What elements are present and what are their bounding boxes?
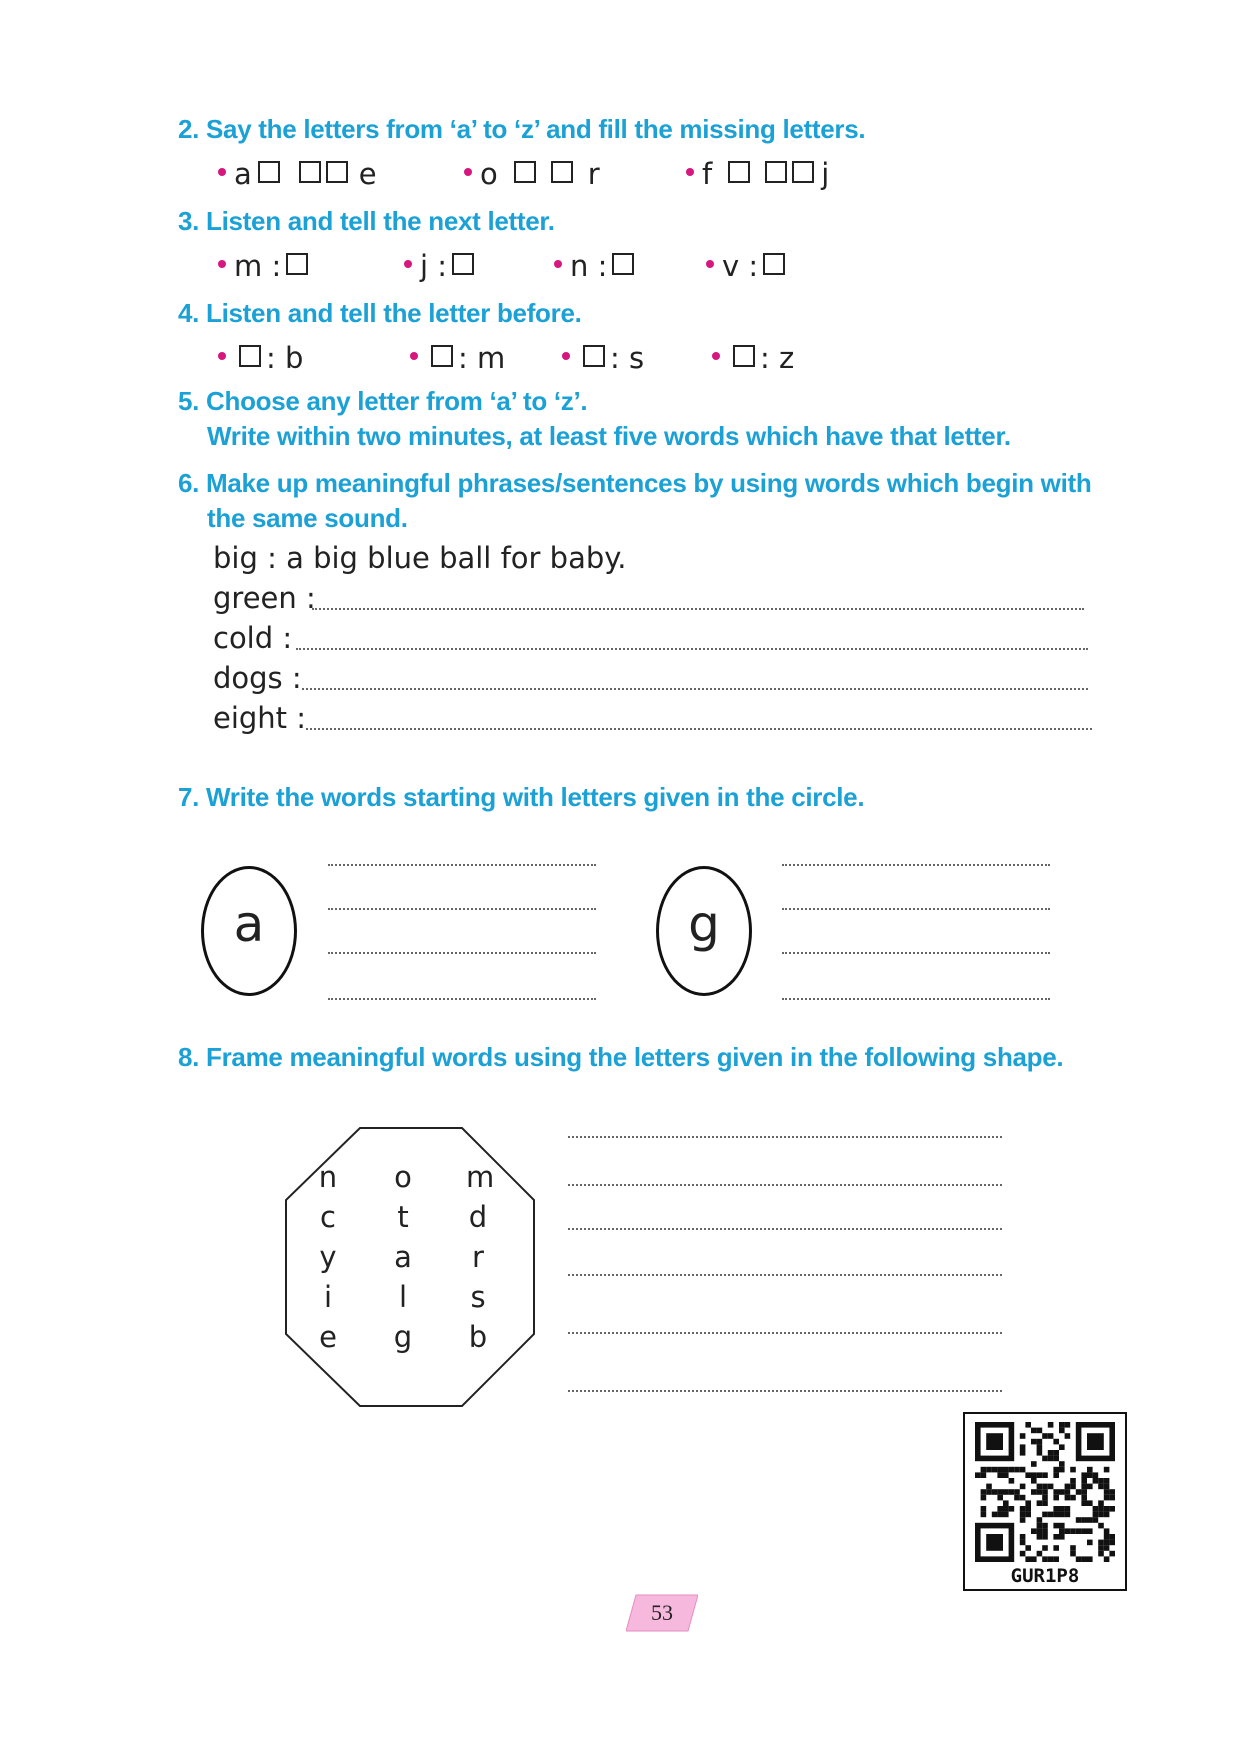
question-6-line-2: the same sound. — [207, 503, 408, 533]
bullet-icon — [404, 260, 412, 268]
next-letter-item — [706, 246, 790, 284]
grid-letter: y — [319, 1240, 337, 1274]
question-7-title: 7. Write the words starting with letters given in the circle. — [178, 782, 865, 812]
letter: a — [234, 157, 252, 191]
grid-letter: d — [468, 1200, 488, 1234]
answer-box[interactable] — [583, 345, 605, 367]
letter-group-2 — [464, 154, 600, 192]
letter-group-3 — [686, 154, 829, 192]
answer-box[interactable] — [239, 345, 261, 367]
item-label: v : — [722, 249, 759, 283]
item-label: : s — [610, 341, 645, 375]
bullet-icon — [218, 352, 226, 360]
grid-letter: m — [466, 1160, 495, 1194]
letter-group-1 — [218, 154, 377, 192]
page-number: 53 — [651, 1600, 673, 1625]
example-sentence: big : a big blue ball for baby. — [213, 541, 627, 575]
answer-line[interactable] — [328, 998, 596, 1000]
bullet-icon — [712, 352, 720, 360]
answer-line[interactable] — [568, 1390, 1002, 1392]
answer-box[interactable] — [258, 161, 280, 183]
bullet-icon — [686, 168, 694, 176]
item-label: : m — [458, 341, 506, 375]
item-label: m : — [234, 249, 282, 283]
question-3-title: 3. Listen and tell the next letter. — [178, 206, 555, 236]
answer-box[interactable] — [792, 161, 814, 183]
answer-line[interactable] — [296, 648, 1088, 650]
grid-letter: b — [468, 1320, 488, 1354]
answer-box[interactable] — [763, 253, 785, 275]
prompt-green: green : — [213, 581, 316, 615]
bullet-icon — [218, 168, 226, 176]
grid-letter: l — [398, 1280, 408, 1314]
grid-letter: r — [472, 1240, 484, 1274]
prompt-eight: eight : — [213, 701, 307, 735]
bullet-icon — [464, 168, 472, 176]
next-letter-item — [404, 246, 479, 284]
answer-box[interactable] — [733, 345, 755, 367]
answer-box[interactable] — [452, 253, 474, 275]
answer-line[interactable] — [568, 1332, 1002, 1334]
letter: r — [587, 157, 600, 191]
grid-letter: g — [393, 1320, 413, 1354]
grid-letter: t — [397, 1200, 409, 1234]
question-2-row — [218, 154, 918, 190]
answer-line[interactable] — [328, 952, 596, 954]
answer-line[interactable] — [782, 952, 1050, 954]
letter: o — [480, 157, 498, 191]
answer-line[interactable] — [328, 908, 596, 910]
prev-letter-item — [410, 338, 505, 376]
bullet-icon — [218, 260, 226, 268]
question-5-line-1: 5. Choose any letter from ‘a’ to ‘z’. — [178, 386, 588, 416]
qr-code — [963, 1412, 1127, 1591]
question-4-title: 4. Listen and tell the letter before. — [178, 298, 582, 328]
answer-box[interactable] — [431, 345, 453, 367]
answer-box[interactable] — [765, 161, 787, 183]
grid-letter: n — [318, 1160, 338, 1194]
answer-line[interactable] — [568, 1136, 1002, 1138]
answer-line[interactable] — [328, 864, 596, 866]
letter: e — [358, 157, 377, 191]
grid-letter: o — [394, 1160, 412, 1194]
item-label: : z — [760, 341, 795, 375]
answer-box[interactable] — [728, 161, 750, 183]
answer-line[interactable] — [568, 1184, 1002, 1186]
question-4-row — [218, 338, 918, 374]
answer-line[interactable] — [302, 688, 1088, 690]
answer-line[interactable] — [568, 1274, 1002, 1276]
letter-circle-g: g — [656, 866, 752, 996]
answer-line[interactable] — [782, 908, 1050, 910]
prev-letter-item — [712, 338, 794, 376]
qr-code-pattern-icon — [975, 1422, 1115, 1562]
item-label: : b — [266, 341, 304, 375]
answer-box[interactable] — [326, 161, 348, 183]
question-3-row — [218, 246, 918, 282]
answer-box[interactable] — [551, 161, 573, 183]
answer-line[interactable] — [782, 998, 1050, 1000]
prev-letter-item — [562, 338, 644, 376]
grid-letter: c — [320, 1200, 336, 1234]
letter-circle-a: a — [201, 866, 297, 996]
letter: j — [821, 157, 830, 191]
qr-code-label: GUR1P8 — [1010, 1565, 1080, 1587]
answer-box[interactable] — [286, 253, 308, 275]
next-letter-item — [218, 246, 313, 284]
prompt-dogs: dogs : — [213, 661, 302, 695]
bullet-icon — [554, 260, 562, 268]
item-label: n : — [570, 249, 608, 283]
question-2-title: 2. Say the letters from ‘a’ to ‘z’ and fill the missing letters. — [178, 114, 866, 144]
answer-line[interactable] — [782, 864, 1050, 866]
answer-line[interactable] — [312, 608, 1084, 610]
answer-box[interactable] — [299, 161, 321, 183]
letter: f — [702, 157, 713, 191]
bullet-icon — [562, 352, 570, 360]
prompt-cold: cold : — [213, 621, 293, 655]
grid-letter: i — [323, 1280, 333, 1314]
prev-letter-item — [218, 338, 303, 376]
grid-letter: a — [394, 1240, 412, 1274]
bullet-icon — [706, 260, 714, 268]
page-number-tab — [626, 1593, 698, 1633]
next-letter-item — [554, 246, 639, 284]
answer-line[interactable] — [568, 1228, 1002, 1230]
answer-box[interactable] — [612, 253, 634, 275]
bullet-icon — [410, 352, 418, 360]
question-8-title: 8. Frame meaningful words using the letters given in the following shape. — [178, 1042, 1064, 1072]
grid-letter: e — [319, 1320, 337, 1354]
answer-line[interactable] — [306, 728, 1092, 730]
question-5-line-2: Write within two minutes, at least five words which have that letter. — [207, 421, 1011, 451]
question-6-line-1: 6. Make up meaningful phrases/sentences by using words which begin with — [178, 468, 1092, 498]
answer-box[interactable] — [514, 161, 536, 183]
item-label: j : — [420, 249, 448, 283]
grid-letter: s — [470, 1280, 486, 1314]
